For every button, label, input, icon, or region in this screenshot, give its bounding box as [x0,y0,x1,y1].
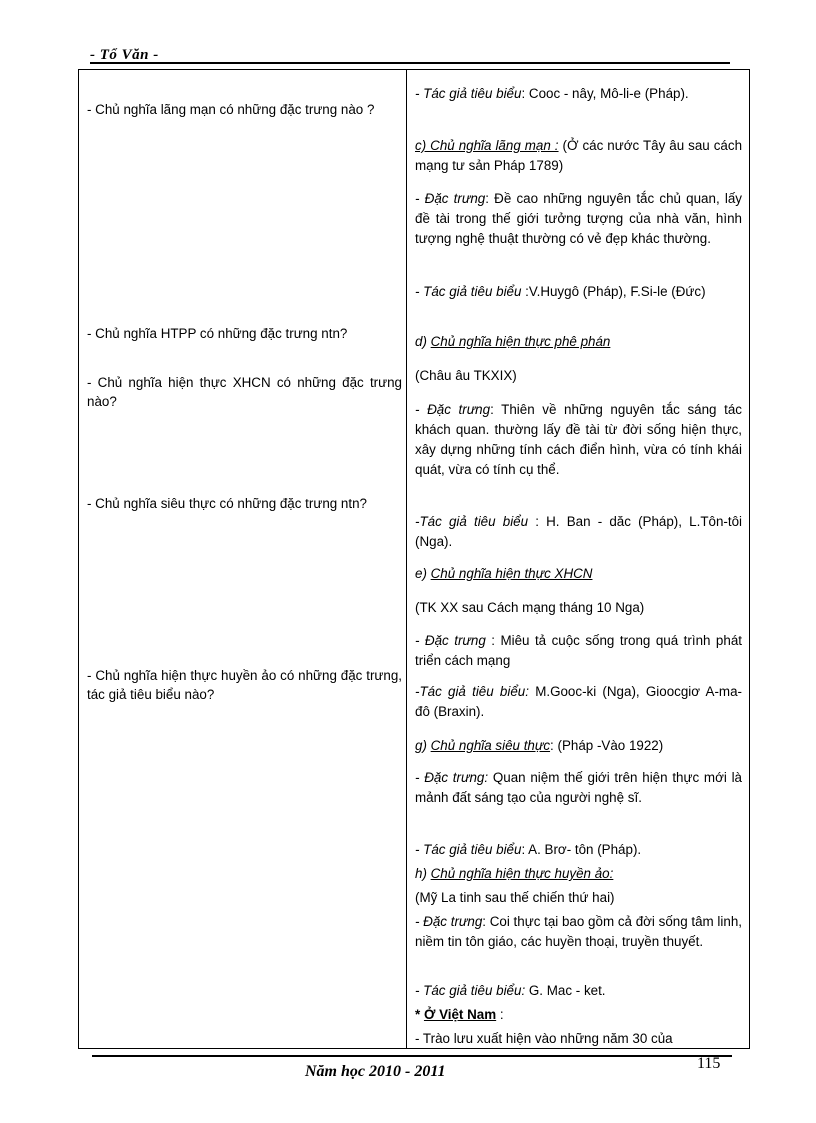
answer-paragraph: (Châu âu TKXIX) [415,368,517,383]
section-heading-magical-realism: h) Chủ nghĩa hiện thực huyền ảo: [415,866,614,881]
question-magical-realism: - Chủ nghĩa hiện thực huyền ảo có những đặc trưng, tác giả tiêu biểu nào? [87,668,402,702]
answer-paragraph: - Tác giả tiêu biểu: A. Brơ- tôn (Pháp). [415,842,642,857]
answer-paragraph: - Tác giả tiêu biểu: Cooc - nây, Mô-li-e (Pháp). [415,86,689,101]
section-heading-romanticism: c) Chủ nghĩa lãng mạn : (Ở các nước Tây âu sau cách mạng tư sản Pháp 1789) [415,138,743,173]
section-heading-critical-realism: d) Chủ nghĩa hiện thực phê phán [415,334,611,349]
header-divider [90,62,730,64]
answer-paragraph: - Đặc trưng: Thiên về những nguyên tắc sáng tác khách quan. thường lấy đề tài từ đời sống hiện thực, xây dựng những tính cách điển hình, vừa có tính khái quát, vừa có tính cụ thể. [415,402,742,477]
question-surrealism: - Chủ nghĩa siêu thực có những đặc trưng ntn? [87,496,367,511]
page-header-title: - Tổ Văn - [90,47,159,63]
answer-paragraph: - Đặc trưng: Coi thực tại bao gồm cả đời sống tâm linh, niềm tin tôn giáo, các huyền thoại, truyền thuyết. [415,914,742,949]
question-romanticism: - Chủ nghĩa lãng mạn có những đặc trưng nào ? [87,102,375,117]
answer-paragraph: - Tác giả tiêu biểu :V.Huygô (Pháp), F.Si-le (Đức) [415,284,706,299]
answers-column [408,70,749,1048]
answer-paragraph: - Đặc trưng: Đề cao những nguyên tắc chủ quan, lấy đề tài trong thế giới tưởng tượng của nhà văn, hình tượng nghệ thuật thường có vẻ đẹp khác thường. [415,191,742,246]
question-critical-realism: - Chủ nghĩa HTPP có những đặc trưng ntn? [87,326,348,341]
footer-divider [92,1055,732,1057]
answer-paragraph: - Đặc trưng : Miêu tả cuộc sống trong quá trình phát triển cách mạng [415,633,742,668]
answer-paragraph: - Tác giả tiêu biểu: G. Mac - ket. [415,983,606,998]
page-number: 115 [697,1055,721,1072]
question-socialist-realism: - Chủ nghĩa hiện thực XHCN có những đặc trưng nào? [87,375,402,409]
content-table [78,69,750,1049]
footer-school-year: Năm học 2010 - 2011 [305,1063,446,1080]
label-author: - Tác giả tiêu biểu [415,86,522,101]
section-heading-surrealism: g) Chủ nghĩa siêu thực: (Pháp -Vào 1922) [415,738,664,753]
answer-paragraph: - Trào lưu xuất hiện vào những năm 30 của [415,1031,673,1046]
questions-column [79,70,407,1048]
answer-paragraph: - Đặc trưng: Quan niệm thế giới trên hiện thực mới là mảnh đất sáng tạo của người nghệ sĩ. [415,770,743,805]
section-heading-socialist-realism: e) Chủ nghĩa hiện thực XHCN [415,566,593,581]
answer-paragraph: (Mỹ La tinh sau thế chiến thứ hai) [415,890,615,905]
answer-paragraph: -Tác giả tiêu biểu: M.Gooc-ki (Nga), Gioocgiơ A-ma- đô (Braxin). [415,684,742,719]
answer-paragraph: (TK XX sau Cách mạng tháng 10 Nga) [415,600,645,615]
section-heading-vietnam: * Ở Việt Nam : [415,1007,504,1022]
answer-paragraph: -Tác giả tiêu biểu : H. Ban - dăc (Pháp), L.Tôn-tôi (Nga). [415,514,743,549]
